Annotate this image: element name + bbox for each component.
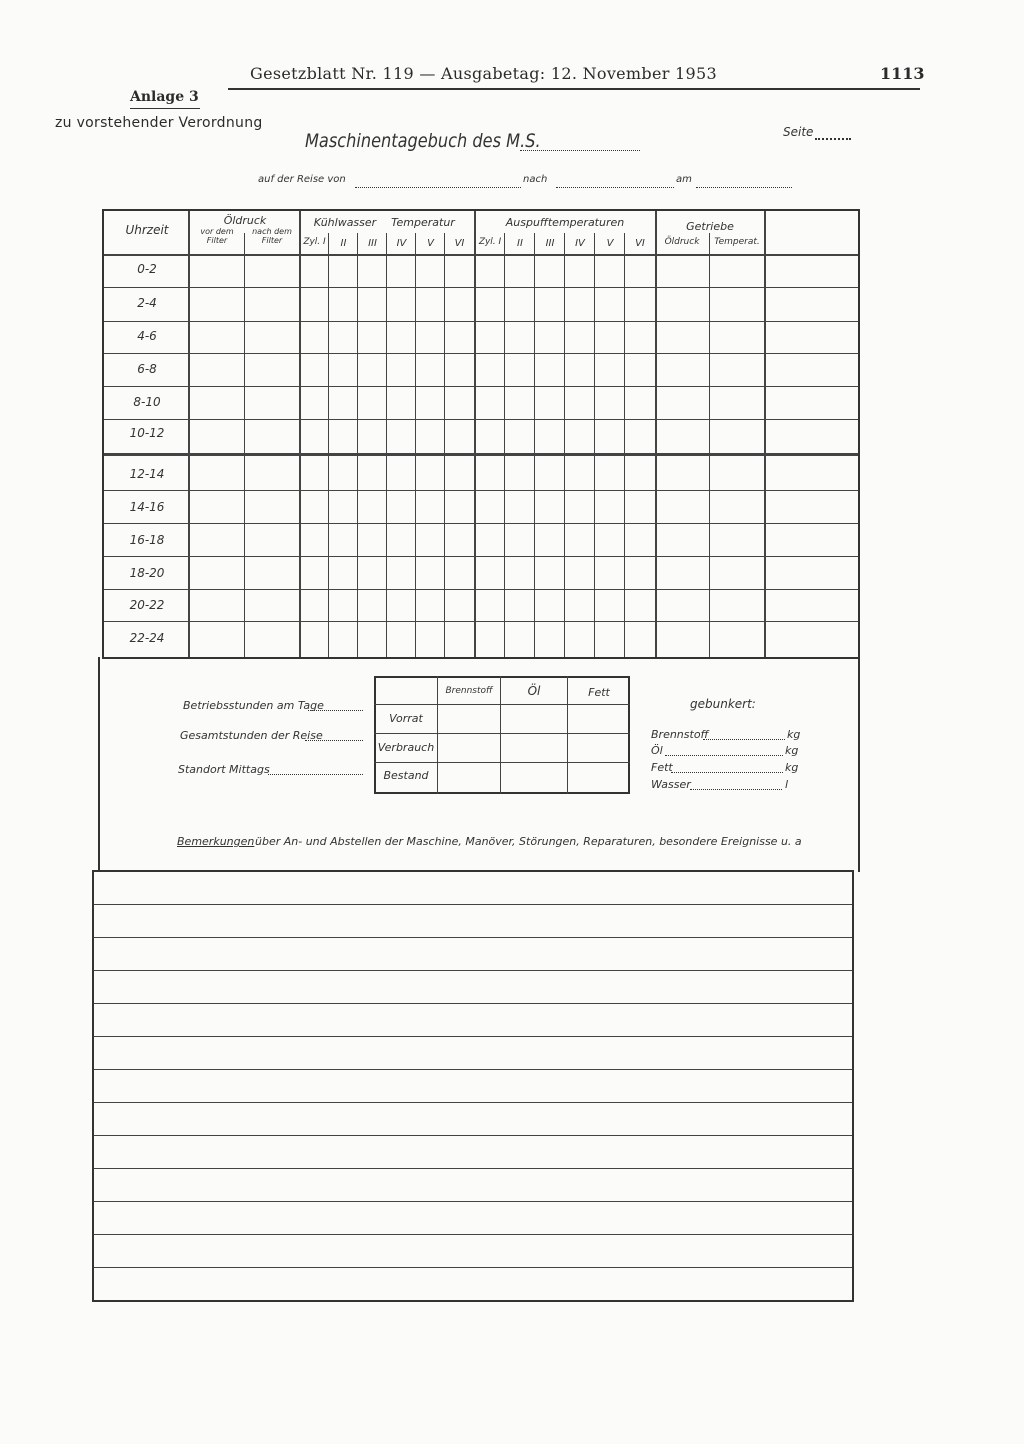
col-header-nach-filter: nach dem Filter [252,227,292,245]
grid-line [357,233,358,657]
remarks-line [94,1036,852,1037]
grid-line [104,321,858,322]
ap-cyl-6-header: VI [635,238,645,249]
grid-line [104,589,858,590]
fuel-table-line [500,676,501,794]
col-header-kuehlwasser: Kühlwasser [313,216,377,229]
gebunkert-fett-unit: kg [785,761,799,774]
row-label-0: 0-2 [137,262,157,276]
gebunkert-fett-label: Fett [651,761,673,774]
col-header-oeldruck: Öldruck [223,214,267,227]
fuel-row-bestand: Bestand [383,769,429,782]
grid-line [104,353,858,354]
gebunkert-brennstoff-field[interactable] [703,739,785,740]
anlage-label: Anlage 3 [130,89,199,105]
fuel-table-line [374,733,630,734]
grid-line [534,233,535,657]
gebunkert-oel-unit: kg [785,744,799,757]
fuel-table-line [567,676,568,794]
gebunkert-wasser-label: Wasser [651,778,691,791]
bemerkungen-label: Bemerkungen [177,835,255,848]
fuel-table-line [374,762,630,763]
remarks-line [94,1234,852,1235]
reise-am-label: am [676,174,692,185]
fuel-col-oel: Öl [527,684,541,698]
grid-line [655,211,657,657]
kw-cyl-2-header: II [340,238,347,249]
gebunkert-wasser-unit: l [785,778,789,791]
fuel-row-verbrauch: Verbrauch [377,741,435,754]
col-header-temperatur: Temperatur [391,216,455,229]
col-header-uhrzeit: Uhrzeit [125,223,169,237]
grid-line [244,233,245,657]
remarks-line [94,1102,852,1103]
remarks-line [94,1267,852,1268]
fuel-row-vorrat: Vorrat [389,712,423,725]
gesamtstunden-label: Gesamtstunden der Reise [180,729,323,742]
standort-label: Standort Mittags [178,763,270,776]
kw-cyl-4-header: IV [396,238,407,249]
form-title: Maschinentagebuch des M.S. [305,130,541,152]
remarks-line [94,1201,852,1202]
gebunkert-oel-label: Öl [651,744,663,757]
gebunkert-wasser-field[interactable] [690,789,782,790]
reise-am-field[interactable] [696,187,792,188]
grid-line [386,233,387,657]
grid-line [504,233,505,657]
gesamtstunden-field[interactable] [305,740,363,741]
standort-field[interactable] [268,774,363,775]
grid-line [104,453,858,456]
remarks-line [94,970,852,971]
grid-line [764,211,766,657]
remarks-line [94,1069,852,1070]
grid-line [594,233,595,657]
betriebsstunden-field[interactable] [308,710,363,711]
row-label-2: 4-6 [137,329,157,343]
grid-line [474,211,476,657]
remarks-line [94,1135,852,1136]
col-header-auspuff: Auspufftemperaturen [505,216,625,229]
grid-line [564,233,565,657]
row-label-10: 20-22 [129,598,165,612]
kw-cyl-6-header: VI [454,238,465,249]
grid-line [104,287,858,288]
gebunkert-oel-field[interactable] [665,755,783,756]
col-header-getriebe-oeldruck: Öldruck [664,237,700,247]
row-label-7: 14-16 [129,500,165,514]
kw-cyl-5-header: V [427,238,434,249]
remarks-line [94,904,852,905]
engine-log-table [102,209,860,659]
row-label-4: 8-10 [133,395,161,409]
remarks-line [94,937,852,938]
remarks-line [94,1168,852,1169]
seite-label: Seite [783,125,814,139]
page-number: 1113 [880,64,925,83]
seite-field[interactable] [815,138,851,140]
ap-cyl-3-header: III [545,238,555,249]
grid-line [104,254,858,256]
ap-cyl-4-header: IV [575,238,585,249]
header-rule [228,88,920,90]
gebunkert-fett-field[interactable] [671,772,783,773]
grid-line [104,419,858,420]
vessel-name-field[interactable] [520,150,640,151]
row-label-11: 22-24 [129,631,165,645]
reise-von-field[interactable] [355,187,521,188]
grid-line [415,233,416,657]
gazette-header: Gesetzblatt Nr. 119 — Ausgabetag: 12. November 1953 [250,64,717,83]
betriebsstunden-label: Betriebsstunden am Tage [183,699,324,712]
gebunkert-brennstoff-label: Brennstoff [651,728,709,741]
gebunkert-brennstoff-unit: kg [787,728,801,741]
row-label-3: 6-8 [137,362,157,376]
fuel-table-line [374,704,630,705]
remarks-line [94,1003,852,1004]
fuel-table-line [437,676,438,794]
gebunkert-title: gebunkert: [690,697,756,711]
grid-line [624,233,625,657]
reise-nach-field[interactable] [556,187,674,188]
ap-cyl-1-header: Zyl. I [478,237,502,247]
anlage-underline [130,108,200,109]
col-header-getriebe-temperat: Temperat. [714,237,760,247]
grid-line [328,233,329,657]
reise-label: auf der Reise von [258,174,346,185]
grid-line [104,556,858,557]
row-label-6: 12-14 [129,467,165,481]
col-header-vor-filter: vor dem Filter [200,227,234,245]
ap-cyl-2-header: II [517,238,523,249]
grid-line [104,523,858,524]
row-label-8: 16-18 [129,533,165,547]
fuel-col-fett: Fett [588,686,610,699]
row-label-5: 10-12 [129,426,165,440]
grid-line [709,233,710,657]
kw-cyl-1-header: Zyl. I [303,237,326,247]
row-label-9: 18-20 [129,566,165,580]
anlage-subtitle: zu vorstehender Verordnung [55,115,263,131]
bemerkungen-text: über An- und Abstellen der Maschine, Manöver, Störungen, Reparaturen, besondere Ereignisse u. a [255,835,802,848]
grid-line [444,233,445,657]
grid-line [104,621,858,622]
remarks-box[interactable] [92,870,854,1302]
grid-line [299,211,301,657]
kw-cyl-3-header: III [368,238,377,249]
grid-line [104,490,858,491]
fuel-col-brennstoff: Brennstoff [445,686,493,696]
row-label-1: 2-4 [137,296,157,310]
ap-cyl-5-header: V [606,238,614,249]
reise-nach-label: nach [523,174,548,185]
grid-line [104,386,858,387]
col-header-getriebe: Getriebe [686,220,734,233]
